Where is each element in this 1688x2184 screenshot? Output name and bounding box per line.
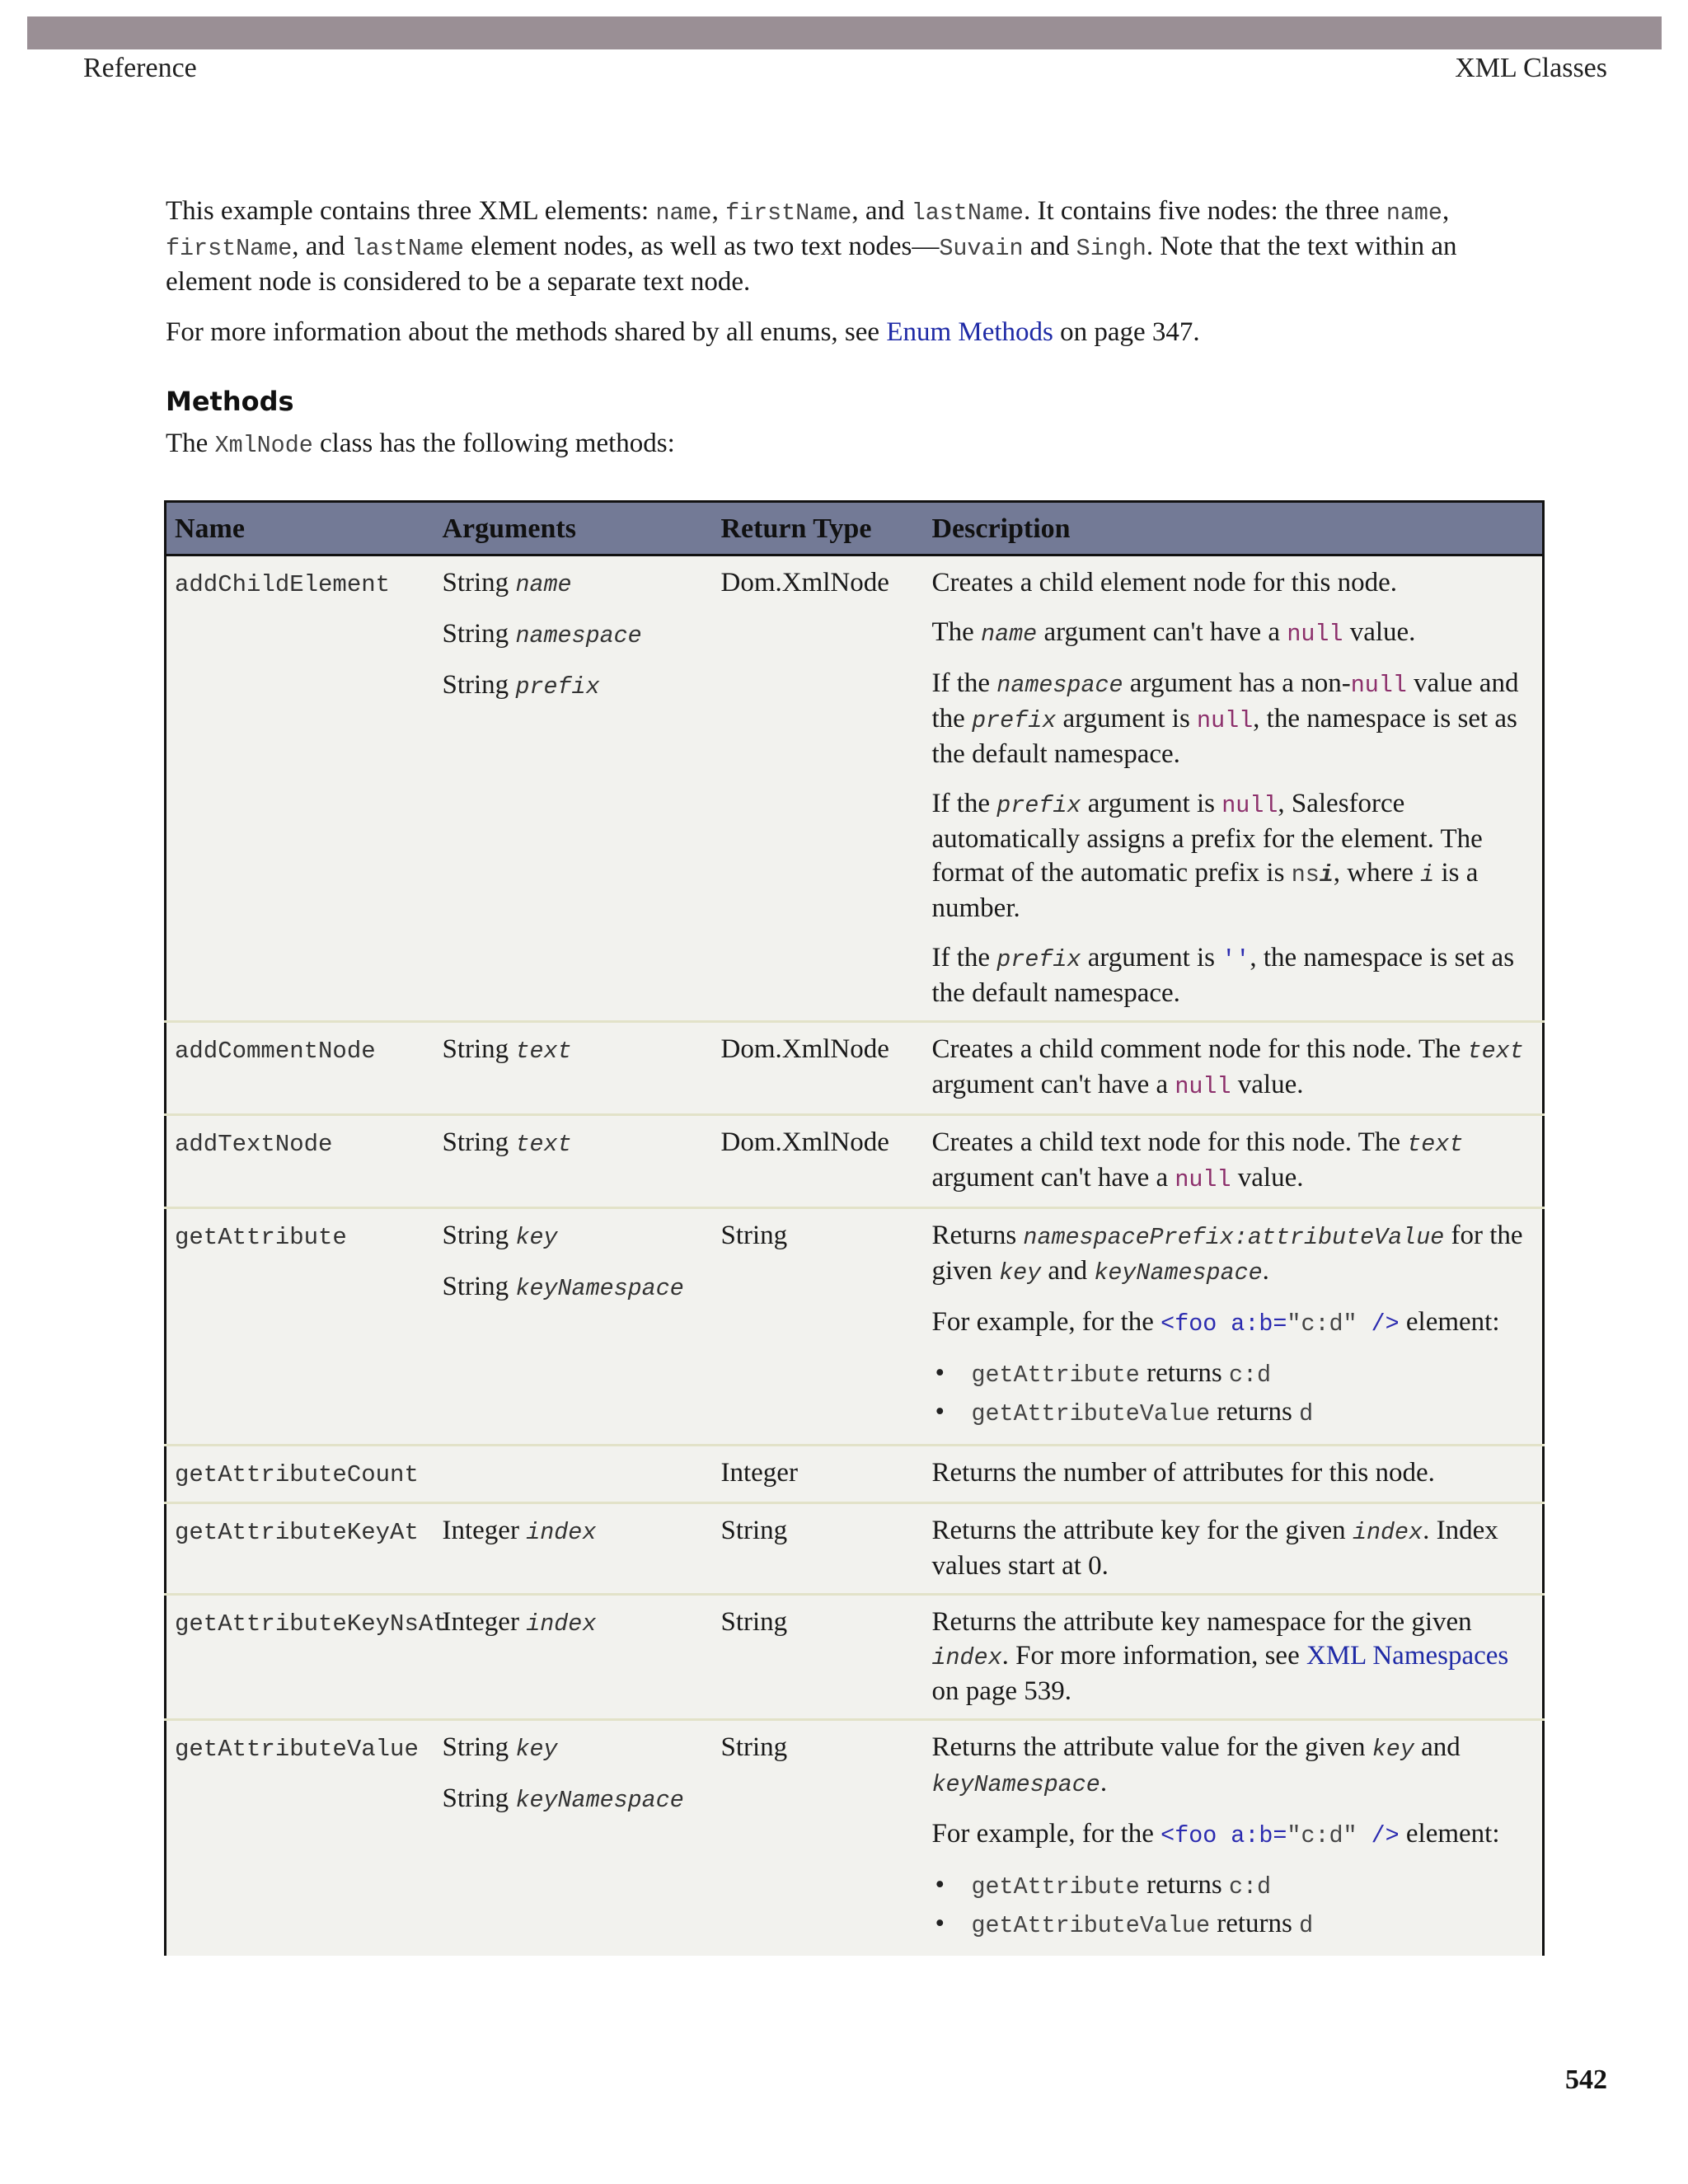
list-item: • getAttribute returns c:d: [972, 1868, 1535, 1904]
method-name: getAttributeValue: [175, 1736, 419, 1763]
method-description: Returns the number of attributes for this node.: [924, 1446, 1544, 1503]
running-header-right: XML Classes: [1455, 53, 1607, 83]
methods-table: [164, 500, 1545, 1956]
method-name: getAttributeKeyNsAt: [175, 1610, 448, 1638]
method-description: Returns the attribute value for the given key and keyNamespace. For example, for the <foo a:b="c:d" /> element: • getAttribute returns c:d • getAttributeValue returns d: [924, 1720, 1544, 1957]
method-description: Returns the attribute key namespace for the given index. For more information, see XML Namespaces on page 539.: [924, 1595, 1544, 1720]
col-header-description: Description: [924, 502, 1544, 555]
method-arguments: String text: [434, 1115, 713, 1208]
method-description: Returns namespacePrefix:attributeValue for the given key and keyNamespace. For example, for the <foo a:b="c:d" /> element: • getAttribute returns c:d • getAttributeValue returns d: [924, 1208, 1544, 1446]
return-type: Dom.XmlNode: [713, 1022, 924, 1115]
method-arguments: [434, 1446, 713, 1503]
enum-methods-paragraph: For more information about the methods shared by all enums, see Enum Methods on page 347.: [166, 317, 1200, 347]
method-arguments: String name String namespace String prefix: [434, 555, 713, 1022]
method-name: addCommentNode: [175, 1038, 376, 1065]
method-name: getAttribute: [175, 1224, 347, 1251]
table-row: [166, 1022, 1544, 1115]
method-name: addChildElement: [175, 571, 391, 598]
method-arguments: Integer index: [434, 1503, 713, 1595]
method-arguments: String text: [434, 1022, 713, 1115]
xml-namespaces-link[interactable]: XML Namespaces: [1306, 1641, 1509, 1671]
method-name: getAttributeCount: [175, 1461, 419, 1488]
col-header-arguments: Arguments: [434, 502, 713, 555]
list-item: • getAttributeValue returns d: [972, 1907, 1535, 1943]
return-type: String: [713, 1208, 924, 1446]
method-description: Creates a child text node for this node. The text argument can't have a null value.: [924, 1115, 1544, 1208]
table-row: [166, 1115, 1544, 1208]
page-content: [166, 194, 1517, 479]
method-arguments: String key String keyNamespace: [434, 1208, 713, 1446]
table-row: [166, 1208, 1544, 1446]
table-row: [166, 555, 1544, 1022]
table-header-row: [166, 502, 1544, 555]
return-type: Dom.XmlNode: [713, 1115, 924, 1208]
method-arguments: String key String keyNamespace: [434, 1720, 713, 1957]
table-row: [166, 1595, 1544, 1720]
running-header-left: Reference: [83, 53, 197, 83]
return-type: String: [713, 1720, 924, 1957]
return-type: String: [713, 1503, 924, 1595]
page-number: 542: [1565, 2064, 1607, 2095]
col-header-name: Name: [166, 502, 434, 555]
table-row: [166, 1720, 1544, 1957]
enum-methods-link[interactable]: Enum Methods: [886, 317, 1053, 347]
method-description: Creates a child element node for this node. The name argument can't have a null value. If the namespace argument has a non-null value and the prefix argument is null, the namespace is set as the default namespace. If the prefix argument is null, Salesforce automatically assigns a prefix for the element. The format of the automatic prefix is nsi, where i is a number. If the prefix argument is '', the namespace is set as the default namespace.: [924, 555, 1544, 1022]
method-description: Creates a child comment node for this node. The text argument can't have a null value.: [924, 1022, 1544, 1115]
method-name: getAttributeKeyAt: [175, 1519, 419, 1546]
example-list: [932, 1868, 1535, 1943]
list-item: • getAttributeValue returns d: [972, 1395, 1535, 1431]
methods-heading: Methods: [166, 386, 294, 417]
table-row: [166, 1503, 1544, 1595]
return-type: String: [713, 1595, 924, 1720]
table-row: [166, 1446, 1544, 1503]
example-list: [932, 1357, 1535, 1431]
method-description: Returns the attribute key for the given index. Index values start at 0.: [924, 1503, 1544, 1595]
return-type: Integer: [713, 1446, 924, 1503]
page-top-bar: [27, 16, 1662, 49]
list-item: • getAttribute returns c:d: [972, 1357, 1535, 1392]
intro-paragraph: This example contains three XML elements: name, firstName, and lastName. It contains five nodes: the three name, firstName, and lastName element nodes, as well as two text nodes—Suvain and Singh. Note that the text within an element node is considered to be a separate text node.: [166, 196, 1457, 297]
method-arguments: Integer index: [434, 1595, 713, 1720]
methods-lead: The XmlNode class has the following methods:: [166, 429, 675, 459]
method-name: addTextNode: [175, 1131, 333, 1158]
col-header-return-type: Return Type: [713, 502, 924, 555]
return-type: Dom.XmlNode: [713, 555, 924, 1022]
